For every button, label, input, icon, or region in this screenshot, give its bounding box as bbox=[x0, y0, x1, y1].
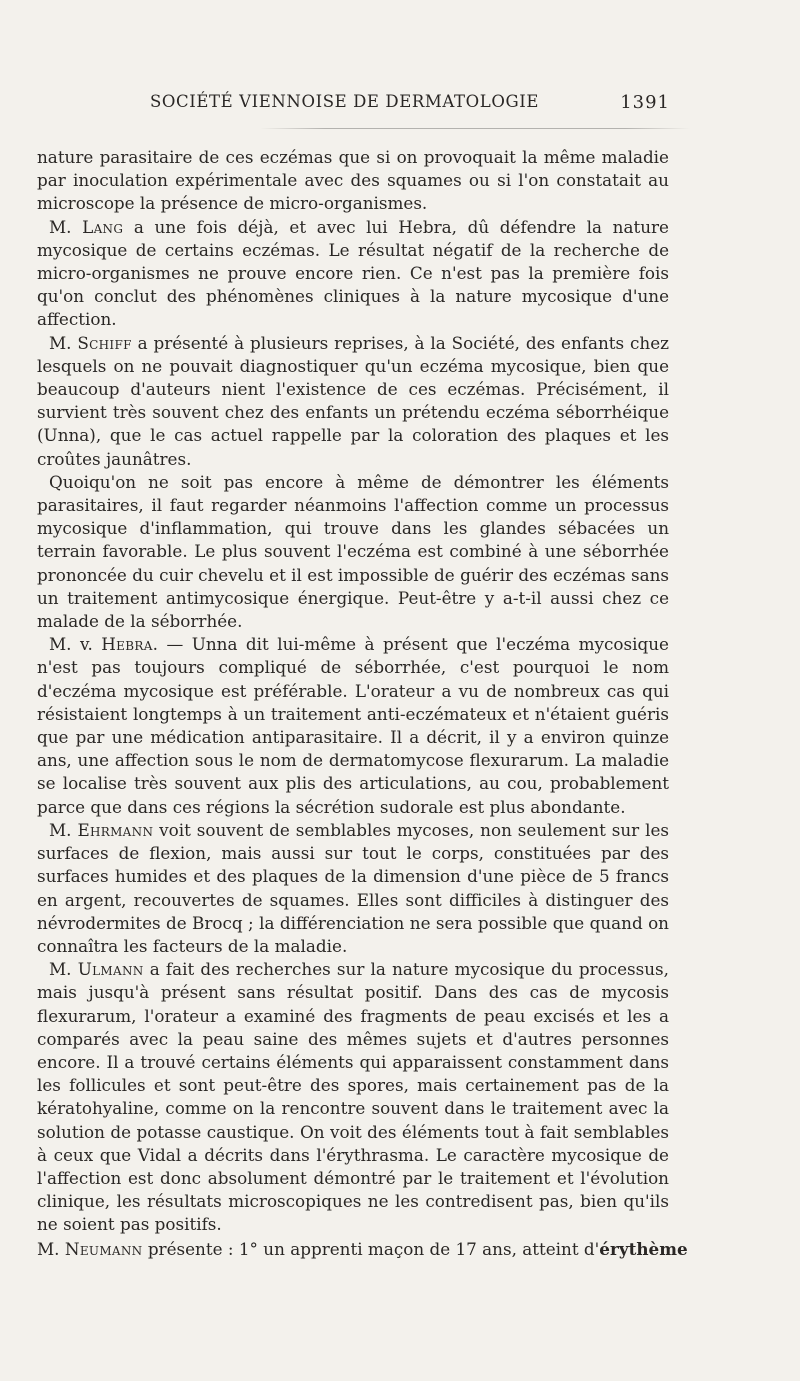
speaker-name: Hebra bbox=[101, 634, 153, 655]
paragraph-text: a présenté à plusieurs reprises, à la Société, des enfants chez lesquels on ne pouvait diagnostiquer qu'un eczéma mycosique, bien que beaucoup d'auteurs nient l'existence de ces eczémas. Précisément, il survient très souvent chez des enfants un prétendu eczéma séborrhéique (Unna), que le cas actuel rappelle par la coloration des plaques et les croûtes jaunâtres. bbox=[37, 332, 669, 469]
paragraph-text: nature parasitaire de ces eczémas que si on provoquait la même maladie par inoculation expérimentale avec des squames ou si l'on constatait au microscope la présence de micro-organismes. bbox=[37, 147, 669, 214]
paragraph-text: . — Unna dit lui-même à présent que l'eczéma mycosique n'est pas toujours compliqué de séborrhée, c'est pourquoi le nom d'eczéma mycosique est préférable. L'orateur a vu de nombreux cas qui résistaient longtemps à un traitement anti-eczémateux et n'étaient guéris que par une médication antiparasitaire. Il a décrit, il y a environ quinze ans, une affection sous le nom de dermatomycose flexurarum. La maladie se localise très souvent aux plis des articulations, au cou, probablement parce que dans ces régions la sécrétion sudorale est plus abondante. bbox=[37, 634, 669, 817]
paragraph-text: a fait des recherches sur la nature mycosique du processus, mais jusqu'à présent sans résultat positif. Dans des cas de mycosis flexurarum, l'orateur a examiné des fragments de peau excisés et les a comparés avec la peau saine des mêmes sujets et d'autres personnes encore. Il a trouvé certains éléments qui apparaissent constamment dans les follicules et sont peut-être des spores, mais certainement pas de la kératohyaline, comme on la rencontre souvent dans le traitement avec la solution de potasse caustique. On voit des éléments tout à fait semblables à ceux que Vidal a décrits dans l'érythrasma. Le caractère mycosique de l'affection est donc absolument démontré par le traitement et l'évolution clinique, les résultats microscopiques ne les contredisent pas, bien qu'ils ne soient pas positifs. bbox=[37, 959, 669, 1235]
running-title: SOCIÉTÉ VIENNOISE DE DERMATOLOGIE bbox=[150, 92, 539, 111]
paragraph-text: voit souvent de semblables mycoses, non seulement sur les surfaces de flexion, mais aussi sur tout le corps, constituées par des surfaces humides et des plaques de la dimension d'une pièce de 5 francs en argent, recouvertes de squames. Elles sont difficiles à distinguer des névrodermites de Brocq ; la différenciation ne sera possible que quand on connaîtra les facteurs de la maladie. bbox=[37, 819, 669, 956]
paragraph-lead: M. bbox=[49, 332, 78, 353]
paragraph-lead: M. v. bbox=[49, 634, 102, 655]
speaker-name: Ulmann bbox=[77, 959, 144, 980]
header-rule bbox=[260, 128, 690, 129]
speaker-name: Ehrmann bbox=[77, 819, 154, 840]
paragraph-quoiquon bbox=[37, 471, 669, 633]
paragraph-ehrmann bbox=[37, 819, 669, 958]
paragraph-text: a une fois déjà, et avec lui Hebra, dû défendre la nature mycosique de certains eczémas. Le résultat négatif de la recherche de micro-organismes ne prouve encore rien. Ce n'est pas la première fois qu'on conclut des phénomènes cliniques à la nature mycosique d'une affection. bbox=[37, 216, 669, 330]
paragraph-lead: M. bbox=[49, 819, 78, 840]
final-line bbox=[37, 1238, 688, 1261]
paragraph-lead: M. bbox=[49, 216, 83, 237]
running-header bbox=[150, 92, 670, 118]
page-number: 1391 bbox=[620, 92, 670, 113]
body-text bbox=[37, 146, 669, 1237]
paragraph-lang bbox=[37, 216, 669, 332]
speaker-name: Schiff bbox=[77, 332, 132, 353]
paragraph-lead: M. bbox=[37, 1239, 65, 1259]
bold-word: érythème bbox=[599, 1239, 688, 1259]
paragraph-lead: M. bbox=[49, 959, 78, 980]
paragraph-text: Quoiqu'on ne soit pas encore à même de démontrer les éléments parasitaires, il faut regarder néanmoins l'affection comme un processus mycosique d'inflammation, qui trouve dans les glandes sébacées un terrain favorable. Le plus souvent l'eczéma est combiné à une séborrhée prononcée du cuir chevelu et il est impossible de guérir des eczémas sans un traitement antimycosique énergique. Peut-être y a-t-il aussi chez ce malade de la séborrhée. bbox=[37, 471, 669, 632]
paragraph-continuation bbox=[37, 146, 669, 216]
paragraph-text: présente : 1° un apprenti maçon de 17 ans, atteint d' bbox=[142, 1239, 600, 1259]
speaker-name: Lang bbox=[82, 216, 124, 237]
paragraph-ulmann bbox=[37, 958, 669, 1236]
paragraph-hebra bbox=[37, 633, 669, 819]
paragraph-schiff bbox=[37, 332, 669, 471]
speaker-name: Neumann bbox=[64, 1239, 143, 1259]
